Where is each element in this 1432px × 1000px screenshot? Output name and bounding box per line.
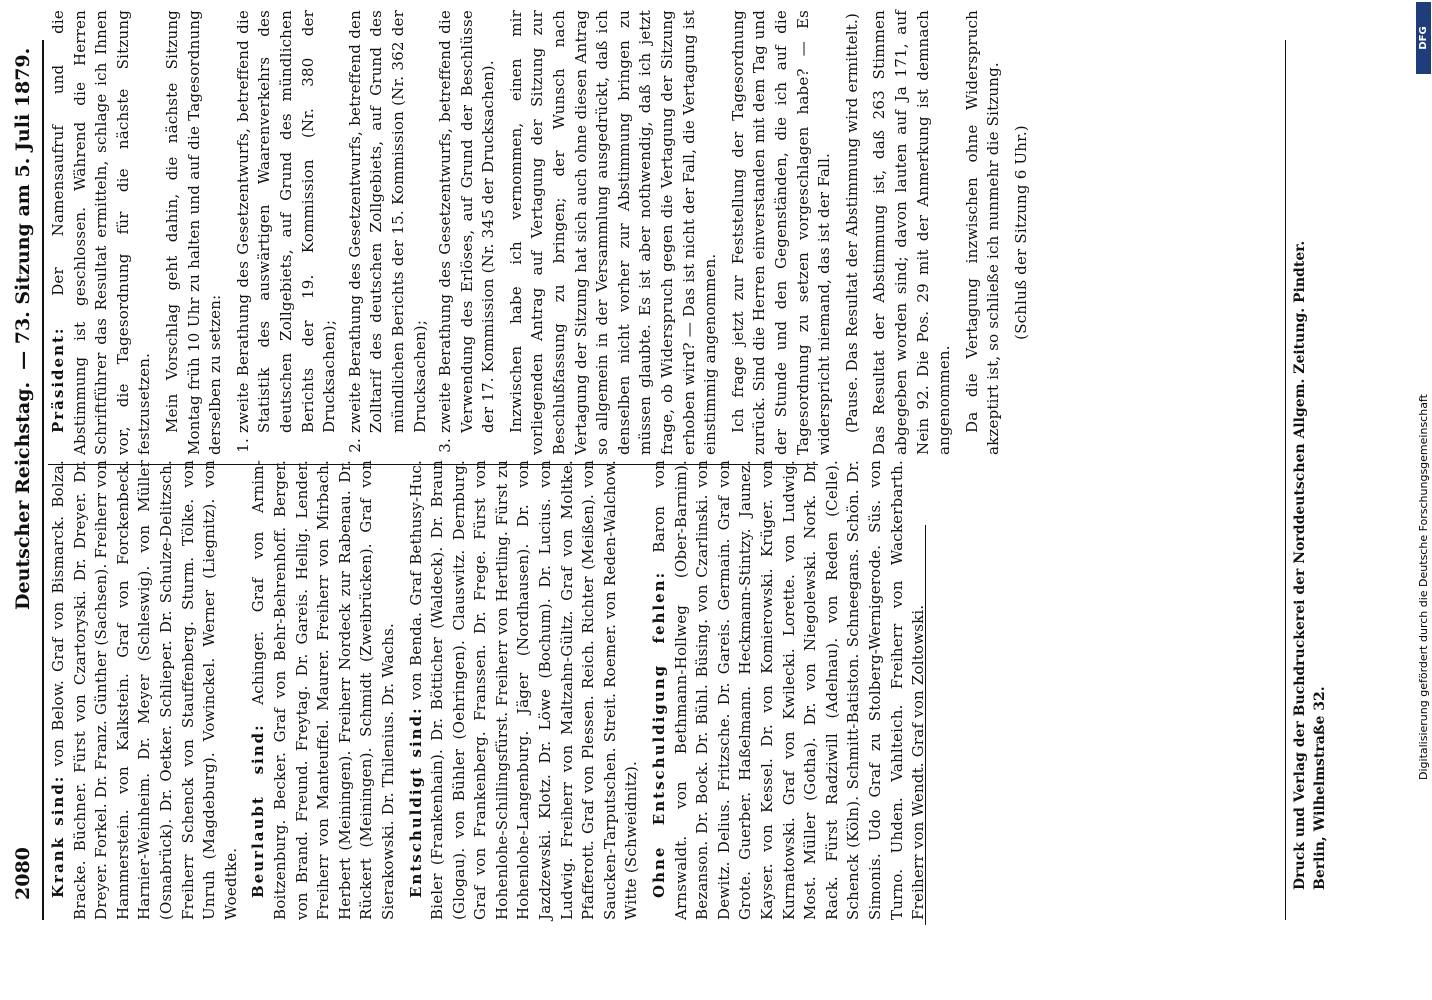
para-text: von Below. Graf von Bismarck. Bolza. Bracke. Büchner. Fürst von Czartoryski. Dr. Dreyer. Dr. Dreyer. Forkel. Dr. Franz. Günther (Sachsen). Freiherr von Hammerstein. von Kalkstein. Graf von Forckenbeck. Harnier-Weinheim. Dr. Meyer (Schleswig). von Müller (Osnabrück). Dr. Oetker. Schlieper. Dr. Schulze-Delitzsch. Freiherr Schenck von Stauffenberg. Sturm. Tölke. von Unruh (Magdeburg). Vowinckel. Werner (Liegnitz). von Woedtke. [49,460,240,920]
agenda-confirm-paragraph: Ich frage jetzt zur Feststellung der Tagesordnung zurück. Sind die Herren einverstanden mit dem Tag und der Stunde und den Gegenständen, die ich auf die Tagesordnung zu setzen vorgeschlagen habe? — Es widerspricht niemand, das ist der Fall. [728,10,834,455]
absent-sick-paragraph [48,460,242,920]
para-text: Achinger. Graf von Arnim-Boitzenburg. Becker. Graf von Behr-Behrenhoff. Berger. von Brand. Freund. Freytag. Dr. Gareis. Hellig. Lender. Freiherr von Manteuffel. Maurer. Freiherr von Mirbach. Herbert (Meiningen). Freiherr Nordeck zur Rabenau. Dr. Rückert (Meiningen). Schmidt (Zweibrücken). Graf von Sierakowski. Dr. Thilenius. Dr. Wachs. [249,460,397,920]
dfg-logo: DFG [1416,2,1431,74]
imprint-line: Druck und Verlag der Buchdruckerei der Norddeutschen Allgem. Zeitung. Pindter. [1292,240,1308,890]
proposal-paragraph: Mein Vorschlag geht dahin, die nächste Sitzung Montag früh 10 Uhr zu halten und auf die Tagesordnung derselben zu setzen: [162,10,225,455]
sidebar-rotated [1415,0,1432,1000]
footer-short-rule [925,525,926,925]
para-label: Beurlaubt sind: [249,723,268,898]
session-title: — 73. Sitzung am 5. Juli 1879. [12,47,34,370]
running-header [12,10,40,940]
page-number: 2080 [12,847,34,900]
session-end-note: (Schluß der Sitzung 6 Uhr.) [1011,125,1030,340]
agenda-list [233,10,500,433]
president-text: Der Namensaufruf und die Abstimmung ist geschlossen. Während die Herren Schriftführer das Resultat ermitteln, schlage ich Ihnen vor, die Tagesordnung für die nächste Sitzung festzusetzen. [49,10,154,455]
header-title [12,48,34,610]
journal-title: Deutscher Reichstag. [12,381,34,610]
header-rule [42,40,44,920]
right-column [48,10,1039,455]
closing-paragraph: Da die Vertagung inzwischen ohne Widerspruch akzeptirt ist, so schließe ich nunmehr die Sitzung. [962,10,1003,455]
agenda-item: 1. zweite Berathung des Gesetzentwurfs, betreffend die Statistik des auswärtigen Waarenverkehrs des deutschen Zollgebiets, auf Grund des mündlichen Berichts der 19. Kommission (Nr. 380 der Drucksachen); [233,10,341,433]
on-leave-paragraph [248,460,399,920]
funding-sidebar [1415,0,1432,1000]
excused-paragraph [406,460,644,920]
pause-note: (Pause. Das Resultat der Abstimmung wird ermittelt.) [842,12,861,433]
agenda-item: 2. zweite Berathung des Gesetzentwurfs, betreffend den Zolltarif des deutschen Zollgebiets, auf Grund des mündlichen Berichts der 15. Kommission (Nr. 362 der Drucksachen); [345,10,431,433]
left-column [48,460,936,920]
funding-caption: Digitalisierung gefördert durch die Deutsche Forschungsgemeinschaft [1417,394,1430,780]
imprint-line: Berlin, Wilhelmstraße 32. [1312,686,1328,890]
adjournment-paragraph: Inzwischen habe ich vernommen, einen mir vorliegenden Antrag auf Vertagung der Sitzung zur Beschlußfassung zu bringen; der Wunsch nach Vertagung der Sitzung hat sich auch ohne diesen Antrag so allgemein in der Versammlung ausgedrückt, daß ich denselben nicht vorher zur Abstimmung bringen zu müssen glaubte. Es ist aber nothwendig, daß ich jetzt frage, ob Widerspruch gegen die Vertagung der Sitzung erhoben wird? — Das ist nicht der Fall, die Vertagung ist einstimmig angenommen. [506,10,720,455]
vote-result-paragraph: Das Resultat der Abstimmung ist, daß 263 Stimmen abgegeben worden sind; davon lauten auf Ja 171, auf Nein 92. Die Pos. 29 mit der Anmerkung ist demnach angenommen. [870,10,954,455]
agenda-item: 3. zweite Berathung des Gesetzentwurfs, betreffend die Verwendung des Erlöses, auf Grund der Beschlüsse der 17. Kommission (Nr. 345 der Drucksachen). [435,10,500,433]
para-text: Baron von Arnswaldt. von Bethmann-Hollweg (Ober-Barnim). Bezanson. Dr. Bock. Dr. Bühl. Büsing. von Czarlinski. von Dewitz. Delius. Fritzsche. Dr. Gareis. Germain. Graf von Grote. Guerber. Haßelmann. Heckmann-Stintzy. Jaunez. Kayser. von Kessel. Dr. von Komierowski. Krüger. von Kurnatowski. Graf von Kwilecki. Lorette. von Ludwig. Most. Müller (Gotha). Dr. von Niegolewski. Nork. Dr. Rack. Fürst Radziwill (Adelnau). von Reden (Celle). Schenck (Köln). Schmitt-Batiston. Schneegans. Schön. Dr. Simonis. Udo Graf zu Stolberg-Wernigerode. Süs. von Turno. Uhden. Vahlteich. Freiherr von Wackerbarth. Freiherr von Wendt. Graf von Zoltowski. [650,460,928,920]
president-paragraph [48,10,156,455]
printer-imprint [1290,30,1330,890]
speaker-label: Präsident: [49,326,67,433]
para-label: Ohne Entschuldigung fehlen: [650,570,669,898]
para-text: von Benda. Graf Bethusy-Huc. Bieler (Frankenhain). Dr. Bötticher (Waldeck). Dr. Braun (Glogau). von Bühler (Oehringen). Clauswitz. Dernburg. Graf von Frankenberg. Franssen. Dr. Frege. Fürst von Hohenlohe-Schillingsfürst. Freiherr von Hertling. Fürst zu Hohenlohe-Langenburg. Jäger (Nordhausen). Dr. von Jazdzewski. Klotz. Dr. Löwe (Bochum). Dr. Lucius. von Ludwig. Freiherr von Maltzahn-Gültz. Graf von Moltke. Pfafferott. Graf von Plessen. Reich. Richter (Meißen). von Saucken-Tarputschen. Streit. Roemer. von Reden-Walchow. Witte (Schweidnitz). [406,460,641,920]
unexcused-paragraph [649,460,930,920]
para-label: Entschuldigt sind: [406,706,425,898]
imprint-rule [1285,40,1286,920]
para-label: Krank sind: [49,774,67,898]
